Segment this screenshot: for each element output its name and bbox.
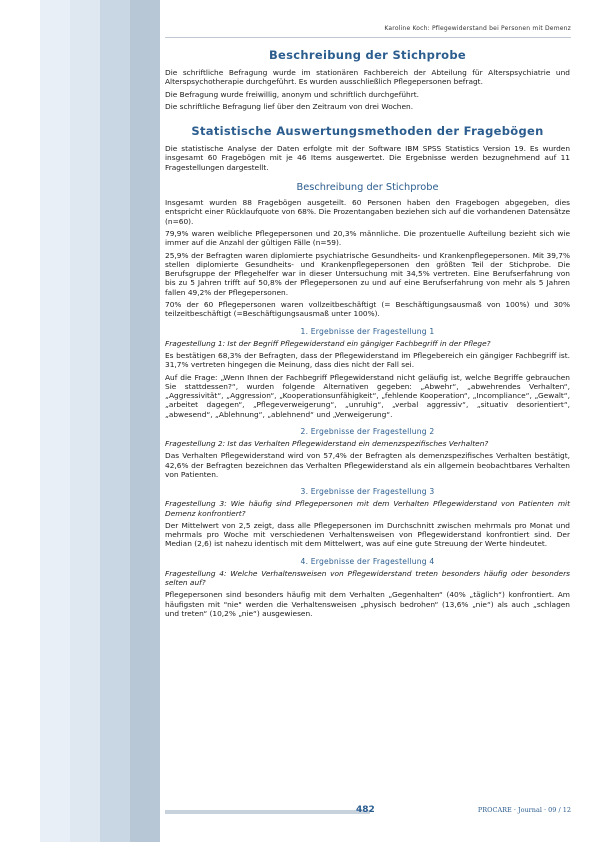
paragraph: Das Verhalten Pflegewiderstand wird von 57,4% der Befragten als demenzspezifisches Verhalten bestätigt, 42,6% der Befragten bezeichnen das Verhalten Pflegewiderstand als ein allgemein beobachtbares Verhalten von Patienten.: [165, 451, 570, 479]
heading-statistics: Statistische Auswertungsmethoden der Fragebögen: [191, 124, 544, 139]
running-header: Karoline Koch: Pflegewiderstand bei Personen mit Demenz: [384, 25, 571, 32]
stripe-3: [70, 0, 100, 842]
paragraph: Insgesamt wurden 88 Fragebögen ausgeteilt. 60 Personen haben den Fragebogen abgegeben, dies entspricht einer Rücklaufquote von 68%. Die Prozentangaben beziehen sich auf die vorhandenen Datensätze (n=60).: [165, 198, 570, 226]
heading-result-3: 3. Ergebnisse der Fragestellung 3: [300, 487, 435, 497]
stripe-5: [130, 0, 160, 842]
research-question-3: Fragestellung 3: Wie häufig sind Pflegepersonen mit dem Verhalten Pflegewiderstand von Patienten mit Demenz konfrontiert?: [165, 499, 570, 518]
research-question-1: Fragestellung 1: Ist der Begriff Pflegewiderstand ein gängiger Fachbegriff in der Pflege?: [165, 338, 491, 348]
heading-result-4: 4. Ergebnisse der Fragestellung 4: [300, 556, 435, 566]
heading-result-2: 2. Ergebnisse der Fragestellung 2: [300, 427, 435, 437]
paragraph: Der Mittelwert von 2,5 zeigt, dass alle Pflegepersonen im Durchschnitt zwischen mehrmals pro Monat und mehrmals pro Woche mit verschiedenen Verhaltensweisen von Pflegewiderstand konfrontiert sind. Der Median (2,6) ist nahezu identisch mit dem Mittelwert, was auf eine gute Streuung der Werte hindeutet.: [165, 520, 570, 549]
paragraph: Die schriftliche Befragung lief über den Zeitraum von drei Wochen.: [165, 101, 414, 111]
subheading-sample: Beschreibung der Stichprobe: [296, 182, 439, 194]
paragraph: 70% der 60 Pflegepersonen waren vollzeitbeschäftigt (= Beschäftigungsausmaß von 100%) und 30% teilzeitbeschäftigt (=Beschäftigungsausmaß unter 100%).: [165, 300, 570, 319]
decorative-side-stripes: [0, 0, 160, 842]
stripe-1: [0, 0, 40, 842]
research-question-2: Fragestellung 2: Ist das Verhalten Pflegewiderstand ein demenzspezifisches Verhalten?: [165, 439, 489, 449]
paragraph: 79,9% waren weibliche Pflegepersonen und 20,3% männliche. Die prozentuelle Aufteilung bezieht sich wie immer auf die Anzahl der gültigen Fälle (n=59).: [165, 228, 570, 248]
heading-result-1: 1. Ergebnisse der Fragestellung 1: [300, 326, 435, 336]
paragraph: Die statistische Analyse der Daten erfolgte mit der Software IBM SPSS Statistics Version 19. Es wurden insgesamt 60 Fragebögen mit je 46 Items ausgewertet. Die Ergebnisse werden bezugnehmend auf 11 Fragestellungen dargestellt.: [165, 144, 570, 172]
stripe-4: [100, 0, 130, 842]
heading-sample: Beschreibung der Stichprobe: [268, 48, 467, 62]
paragraph: Die Befragung wurde freiwillig, anonym und schriftlich durchgeführt.: [165, 89, 419, 99]
header-rule: [165, 37, 571, 38]
article-body: [165, 48, 570, 621]
journal-name: PROCARE · Journal · 09 / 12: [477, 806, 571, 814]
paragraph: Die schriftliche Befragung wurde im stationären Fachbereich der Abteilung für Alterspsychiatrie und Alterspsychotherapie durchgeführt. Es wurden ausschließlich Pflegepersonen befragt.: [165, 68, 570, 87]
paragraph: Es bestätigen 68,3% der Befragten, dass der Pflegewiderstand im Pflegebereich ein gängiger Fachbegriff ist. 31,7% vertreten hingegen die Meinung, dass dies nicht der Fall sei.: [165, 350, 570, 370]
footer-bar: [165, 810, 370, 814]
paragraph: 25,9% der Befragten waren diplomierte psychiatrische Gesundheits- und Krankenpflegepersonen. Mit 39,7% stellen diplomierte Gesundheits- und Krankenpflegepersonen den größten Teil der Stichprobe. Die Berufsgruppe der Pflegehelfer war in dieser Untersuchung mit 34,5% vertreten. Eine Berufserfahrung von bis zu 5 Jahren trifft auf 50,8% der Pflegepersonen zu und auf eine Berufserfahrung von mehr als 5 Jahren fallen 49,2% der Pflegepersonen.: [165, 250, 570, 297]
stripe-2: [40, 0, 70, 842]
research-question-4: Fragestellung 4: Welche Verhaltensweisen von Pflegewiderstand treten besonders häufig oder besonders selten auf?: [165, 568, 570, 587]
page-number: 482: [356, 805, 375, 815]
paragraph: Auf die Frage: „Wenn Ihnen der Fachbegriff Pflegewiderstand nicht geläufig ist, welche Begriffe gebrauchen Sie stattdessen?“, wurden folgende Alternativen gegeben: „Abwehr“, „abwehrendes Verhalten“, „Aggressivität“, „Aggression“, „Kooperationsunfähigkeit“, „fehlende Kooperation“, „Incompliance“, „Gewalt“, „arbeitet dagegen“, „Pflegeverweigerung“, „unruhig“, „verbal aggressiv“, „situativ desorientiert“, „abwesend“, „Ablehnung“, „ablehnend“ und „Verweigerung“.: [165, 372, 570, 419]
paragraph: Pflegepersonen sind besonders häufig mit dem Verhalten „Gegenhalten“ (40% „täglich“) konfrontiert. Am häufigsten mit "nie" werden die Verhaltensweisen „physisch bedrohen“ (13,6% „nie“) als auch „schlagen und treten“ (10,2% „nie“) ausgewiesen.: [165, 590, 570, 618]
